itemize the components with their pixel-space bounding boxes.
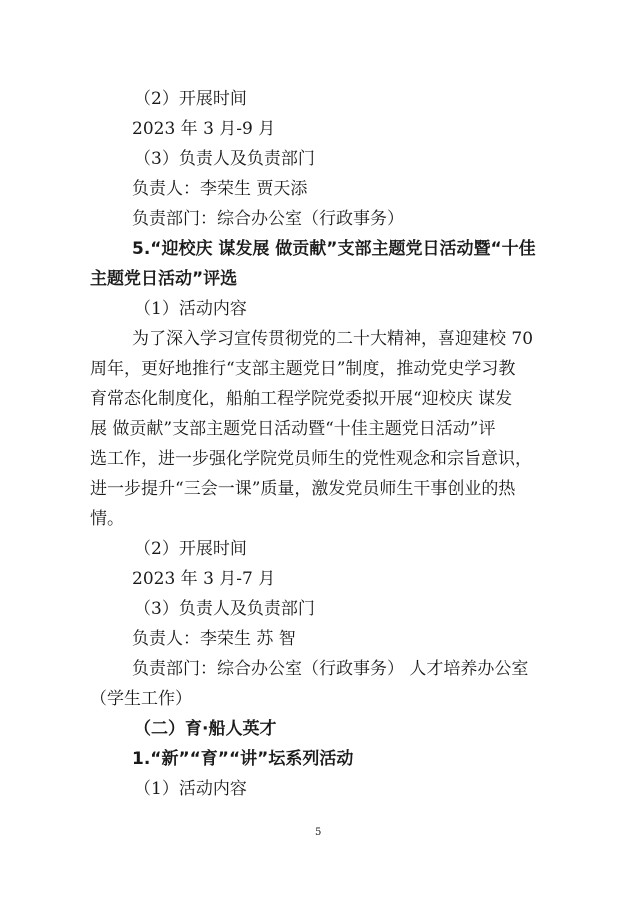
subheading-time-2: （2）开展时间: [134, 539, 247, 559]
owner-names-2: 负责人：李荣生 苏 智: [132, 629, 296, 649]
owner-dept-2-cont: （学生工作）: [90, 689, 192, 709]
date-range-2: 2023 年 3 月-7 月: [132, 569, 276, 589]
section-heading-1-series: 1.“新”“育”“讲”坛系列活动: [132, 749, 354, 769]
paragraph-line-1: 为了深入学习宣传贯彻党的二十大精神，喜迎建校 70: [132, 329, 534, 349]
date-range-1: 2023 年 3 月-9 月: [132, 119, 276, 139]
page-number: 5: [315, 827, 322, 838]
owner-dept-1: 负责部门：综合办公室（行政事务）: [132, 209, 404, 229]
paragraph-line-7: 情。: [90, 509, 124, 529]
paragraph-line-3: 育常态化制度化，船舶工程学院党委拟开展“迎校庆 谋发: [90, 389, 513, 409]
paragraph-line-2: 周年，更好地推行“支部主题党日”制度，推动党史学习教: [90, 359, 516, 379]
paragraph-line-5: 选工作，进一步强化学院党员师生的党性观念和宗旨意识，: [90, 449, 532, 469]
paragraph-line-6: 进一步提升“三会一课”质量，激发党员师生干事创业的热: [90, 479, 516, 499]
owner-names-1: 负责人：李荣生 贾天添: [132, 179, 308, 199]
section-heading-5: 5.“迎校庆 谋发展 做贡献”支部主题党日活动暨“十佳: [132, 239, 536, 259]
subheading-content-1: （1）活动内容: [134, 299, 247, 319]
paragraph-line-4: 展 做贡献”支部主题党日活动暨“十佳主题党日活动”评: [90, 419, 496, 439]
subheading-time-1: （2）开展时间: [134, 89, 247, 109]
section-heading-5-cont: 主题党日活动”评选: [90, 269, 238, 289]
section-heading-2: （二）育·船人英才: [134, 719, 277, 739]
subheading-content-2: （1）活动内容: [134, 779, 247, 799]
subheading-owner-2: （3）负责人及负责部门: [134, 599, 315, 619]
owner-dept-2: 负责部门：综合办公室（行政事务） 人才培养办公室: [132, 659, 529, 679]
subheading-owner-1: （3）负责人及负责部门: [134, 149, 315, 169]
